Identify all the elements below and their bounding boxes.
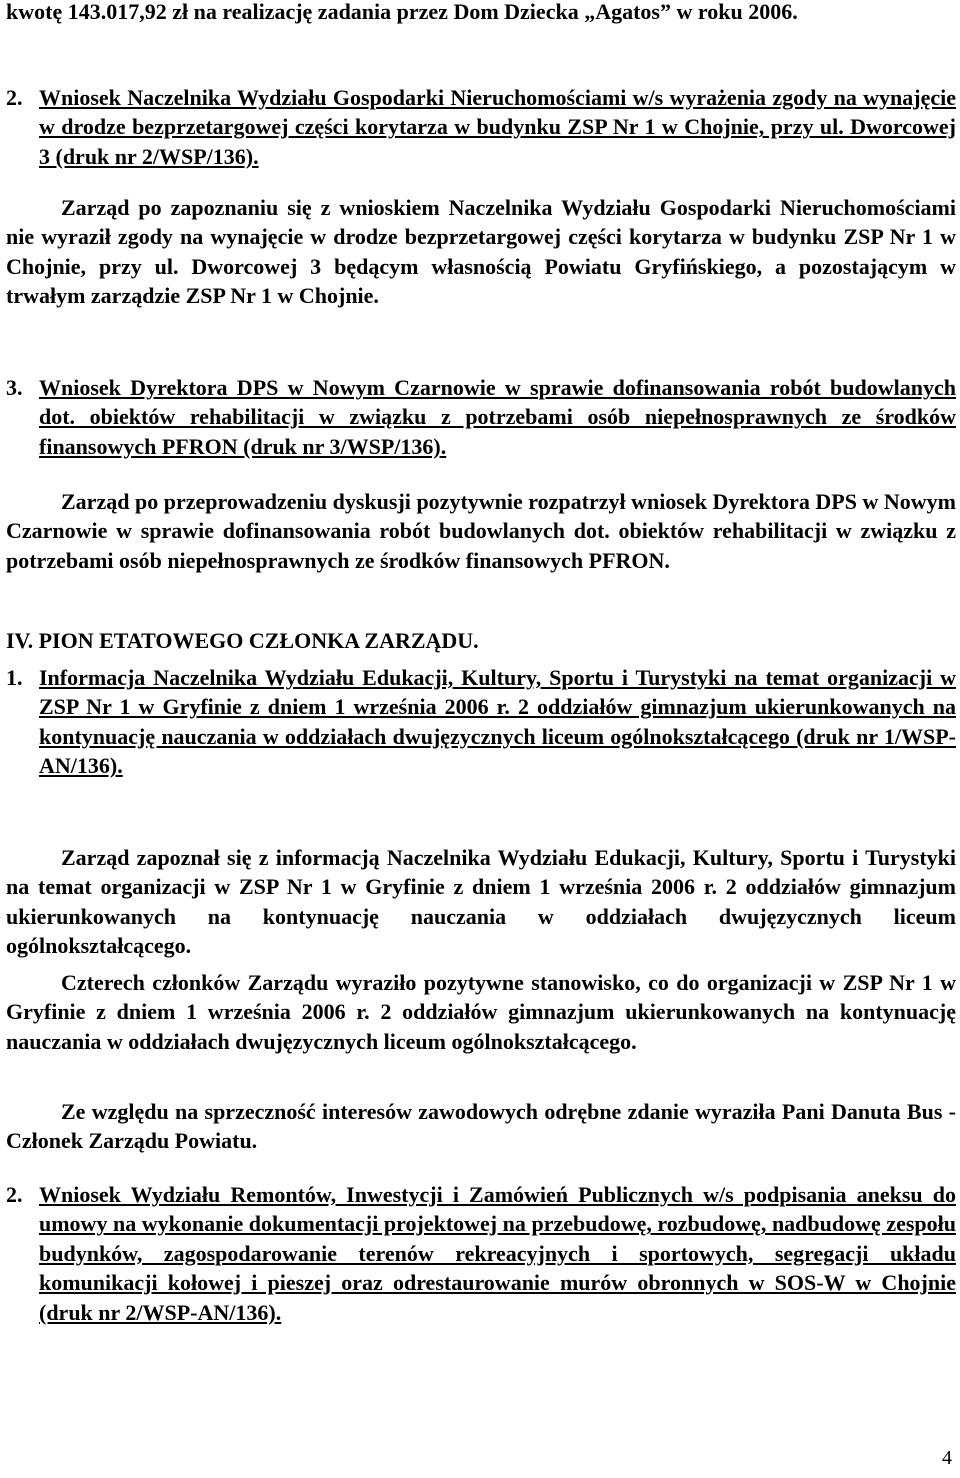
item-number: 3. (6, 375, 23, 400)
item-decision: Zarząd po przeprowadzeniu dyskusji pozytywnie rozpatrzył wniosek Dyrektora DPS w Nowym Czarnowie w sprawie dofinansowania robót budowlanych dot. obiektów rehabilitacji w związku z potrzebami osób niepełnosprawnych ze środków finansowych PFRON. (6, 489, 956, 573)
section-heading: IV. PION ETATOWEGO CZŁONKA ZARZĄDU. (6, 628, 479, 653)
item-decision: Zarząd po zapoznaniu się z wnioskiem Naczelnika Wydziału Gospodarki Nieruchomościami nie wyraził zgody na wynajęcie w drodze bezprzetargowej części korytarza w budynku ZSP Nr 1 w Chojnie, przy ul. Dworcowej 3 będącym własnością Powiatu Gryfińskiego, a pozostającym w trwałym zarządzie ZSP Nr 1 w Chojnie. (6, 195, 956, 309)
section-item-2 (6, 1180, 956, 1327)
item-title: Wniosek Naczelnika Wydziału Gospodarki Nieruchomościami w/s wyrażenia zgody na wynajęcie w drodze bezprzetargowej części korytarza w budynku ZSP Nr 1 w Chojnie, przy ul. Dworcowej 3 (druk nr 2/WSP/136). (39, 85, 956, 169)
item-number: 2. (6, 85, 23, 110)
agenda-item-2 (6, 83, 956, 171)
page-number: 4 (942, 1447, 952, 1469)
item-title: Wniosek Dyrektora DPS w Nowym Czarnowie w sprawie dofinansowania robót budowlanych dot. obiektów rehabilitacji w związku z potrzebami osób niepełnosprawnych ze środków finansowych PFRON (druk nr 3/WSP/136). (39, 375, 956, 459)
item-number: 2. (6, 1182, 23, 1207)
section-paragraph: Zarząd zapoznał się z informacją Naczelnika Wydziału Edukacji, Kultury, Sportu i Turystyki na temat organizacji w ZSP Nr 1 w Gryfinie z dniem 1 września 2006 r. 2 oddziałów gimnazjum ukierunkowanych na kontynuację nauczania w oddziałach dwujęzycznych liceum ogólnokształcącego. (6, 845, 956, 959)
item-title: Wniosek Wydziału Remontów, Inwestycji i Zamówień Publicznych w/s podpisania aneksu do umowy na wykonanie dokumentacji projektowej na przebudowę, rozbudowę, nadbudowę zespołu budynków, zagospodarowanie terenów rekreacyjnych i sportowych, segregacji układu komunikacji kołowej i pieszej oraz odrestaurowanie murów obronnych w SOS-W w Chojnie (druk nr 2/WSP-AN/136). (39, 1182, 956, 1325)
section-item-1 (6, 663, 956, 781)
item-title: Informacja Naczelnika Wydziału Edukacji, Kultury, Sportu i Turystyki na temat organizacji w ZSP Nr 1 w Gryfinie z dniem 1 września 2006 r. 2 oddziałów gimnazjum ukierunkowanych na kontynuację nauczania w oddziałach dwujęzycznych liceum ogólnokształcącego (druk nr 1/WSP-AN/136). (39, 665, 956, 779)
section-paragraph: Czterech członków Zarządu wyraziło pozytywne stanowisko, co do organizacji w ZSP Nr 1 w Gryfinie z dniem 1 września 2006 r. 2 oddziałów gimnazjum ukierunkowanych na kontynuację nauczania w oddziałach dwujęzycznych liceum ogólnokształcącego. (6, 970, 956, 1054)
agenda-item-3 (6, 373, 956, 461)
item-number: 1. (6, 665, 23, 690)
section-paragraph: Ze względu na sprzeczność interesów zawodowych odrębne zdanie wyraziła Pani Danuta Bus - Członek Zarządu Powiatu. (6, 1099, 956, 1154)
intro-paragraph: kwotę 143.017,92 zł na realizację zadania przez Dom Dziecka „Agatos” w roku 2006. (6, 0, 798, 24)
